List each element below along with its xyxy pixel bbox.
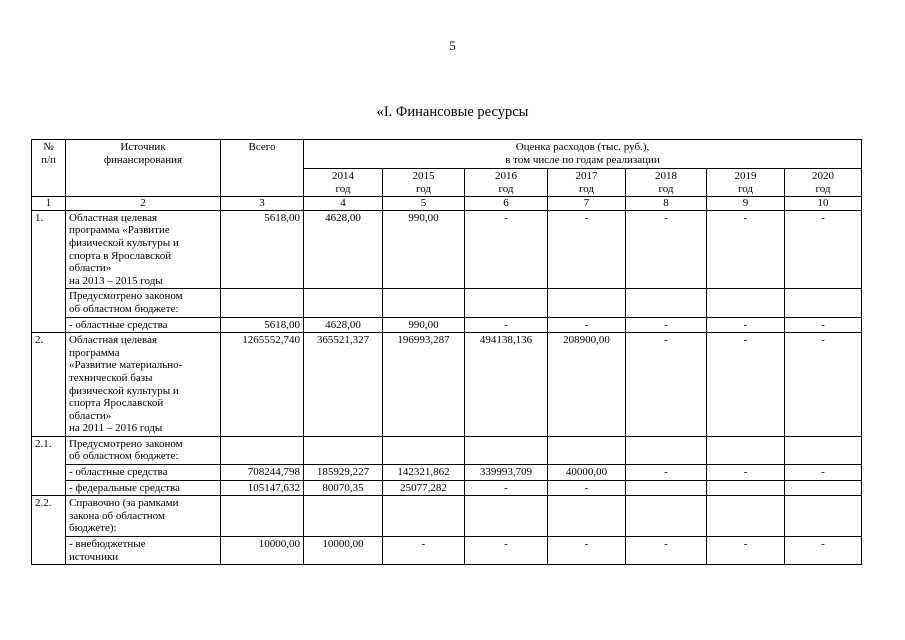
column-index-row (32, 197, 862, 211)
total-value: 708244,798 (221, 465, 304, 481)
year-value (383, 496, 465, 537)
year-value: - (626, 333, 707, 437)
header-year: 2015 год (383, 169, 465, 197)
funding-source: - внебюджетные источники (66, 537, 221, 565)
funding-source: Областная целевая программа «Развитие физической культуры и спорта в Ярославской области» на 2013 – 2015 годы (66, 210, 221, 289)
column-index: 2 (66, 197, 221, 211)
column-index: 7 (548, 197, 626, 211)
year-value (626, 496, 707, 537)
year-value (785, 289, 862, 317)
year-value: - (626, 210, 707, 289)
year-value (707, 496, 785, 537)
year-value: 4628,00 (304, 317, 383, 333)
year-value (304, 436, 383, 464)
total-value: 5618,00 (221, 210, 304, 289)
funding-source: Областная целевая программа «Развитие материально- технической базы физической культуры и спорта Ярославской области» на 2011 – 2016 годы (66, 333, 221, 437)
year-value: - (707, 210, 785, 289)
funding-source: - областные средства (66, 317, 221, 333)
table-row (32, 333, 862, 437)
year-value: - (785, 537, 862, 565)
column-index: 9 (707, 197, 785, 211)
year-value (304, 496, 383, 537)
year-value (707, 480, 785, 496)
funding-source: - федеральные средства (66, 480, 221, 496)
year-value: - (707, 537, 785, 565)
year-value: - (785, 317, 862, 333)
year-value: 40000,00 (548, 465, 626, 481)
header-year: 2017 год (548, 169, 626, 197)
year-value: 990,00 (383, 210, 465, 289)
total-value (221, 436, 304, 464)
year-value: 990,00 (383, 317, 465, 333)
year-value: - (465, 210, 548, 289)
table-body (32, 140, 862, 565)
row-number: 2.2. (32, 496, 66, 565)
year-value: - (626, 537, 707, 565)
year-value: - (626, 465, 707, 481)
header-year: 2014 год (304, 169, 383, 197)
year-value: 4628,00 (304, 210, 383, 289)
year-value: 25077,282 (383, 480, 465, 496)
year-value: - (707, 333, 785, 437)
year-value: - (548, 317, 626, 333)
section-title: «I. Финансовые ресурсы (376, 104, 529, 120)
year-value: 10000,00 (304, 537, 383, 565)
total-value (221, 496, 304, 537)
year-value: - (626, 317, 707, 333)
total-value (221, 289, 304, 317)
year-value (548, 289, 626, 317)
year-value (548, 496, 626, 537)
funding-source: - областные средства (66, 465, 221, 481)
table-row (32, 496, 862, 537)
total-value: 5618,00 (221, 317, 304, 333)
row-number: 2.1. (32, 436, 66, 495)
year-value: - (465, 317, 548, 333)
column-index: 10 (785, 197, 862, 211)
year-value (626, 289, 707, 317)
total-value: 10000,00 (221, 537, 304, 565)
column-index: 5 (383, 197, 465, 211)
year-value: 339993,709 (465, 465, 548, 481)
year-value (785, 496, 862, 537)
table-row (32, 210, 862, 289)
year-value (707, 436, 785, 464)
header-row (32, 140, 862, 169)
year-value: 142321,862 (383, 465, 465, 481)
table-row (32, 537, 862, 565)
header-year: 2016 год (465, 169, 548, 197)
year-value: - (785, 333, 862, 437)
header-estimate: Оценка расходов (тыс. руб.), в том числе по годам реализации (304, 140, 862, 169)
year-value: - (465, 480, 548, 496)
year-value: 185929,227 (304, 465, 383, 481)
year-value (785, 436, 862, 464)
header-year: 2019 год (707, 169, 785, 197)
year-value: 365521,327 (304, 333, 383, 437)
year-value: 208900,00 (548, 333, 626, 437)
header-total: Всего (221, 140, 304, 197)
header-source: Источник финансирования (66, 140, 221, 197)
year-value: - (548, 480, 626, 496)
page-number: 5 (449, 38, 456, 53)
year-value (626, 436, 707, 464)
year-value: - (383, 537, 465, 565)
year-value (465, 289, 548, 317)
year-value (785, 480, 862, 496)
year-value: - (785, 465, 862, 481)
year-value (383, 289, 465, 317)
funding-source: Предусмотрено законом об областном бюджете: (66, 289, 221, 317)
column-index: 6 (465, 197, 548, 211)
year-value: - (785, 210, 862, 289)
header-num: № п/п (32, 140, 66, 197)
table-row (32, 465, 862, 481)
table-row (32, 480, 862, 496)
total-value: 1265552,740 (221, 333, 304, 437)
header-year: 2018 год (626, 169, 707, 197)
year-value (465, 496, 548, 537)
year-value: 494138,136 (465, 333, 548, 437)
funding-source: Предусмотрено законом об областном бюджете: (66, 436, 221, 464)
column-index: 3 (221, 197, 304, 211)
table-row (32, 289, 862, 317)
year-value (707, 289, 785, 317)
year-value: 80070,35 (304, 480, 383, 496)
header-year: 2020 год (785, 169, 862, 197)
year-value (548, 436, 626, 464)
year-value (383, 436, 465, 464)
column-index: 8 (626, 197, 707, 211)
column-index: 1 (32, 197, 66, 211)
column-index: 4 (304, 197, 383, 211)
year-value (626, 480, 707, 496)
total-value: 105147,632 (221, 480, 304, 496)
year-value (304, 289, 383, 317)
table-row (32, 436, 862, 464)
year-value: - (465, 537, 548, 565)
financial-resources-table (31, 139, 862, 565)
table-row (32, 317, 862, 333)
year-value (465, 436, 548, 464)
year-value: - (548, 210, 626, 289)
row-number: 1. (32, 210, 66, 332)
year-value: - (548, 537, 626, 565)
year-value: 196993,287 (383, 333, 465, 437)
funding-source: Справочно (за рамками закона об областном бюджете): (66, 496, 221, 537)
year-value: - (707, 465, 785, 481)
row-number: 2. (32, 333, 66, 437)
year-value: - (707, 317, 785, 333)
